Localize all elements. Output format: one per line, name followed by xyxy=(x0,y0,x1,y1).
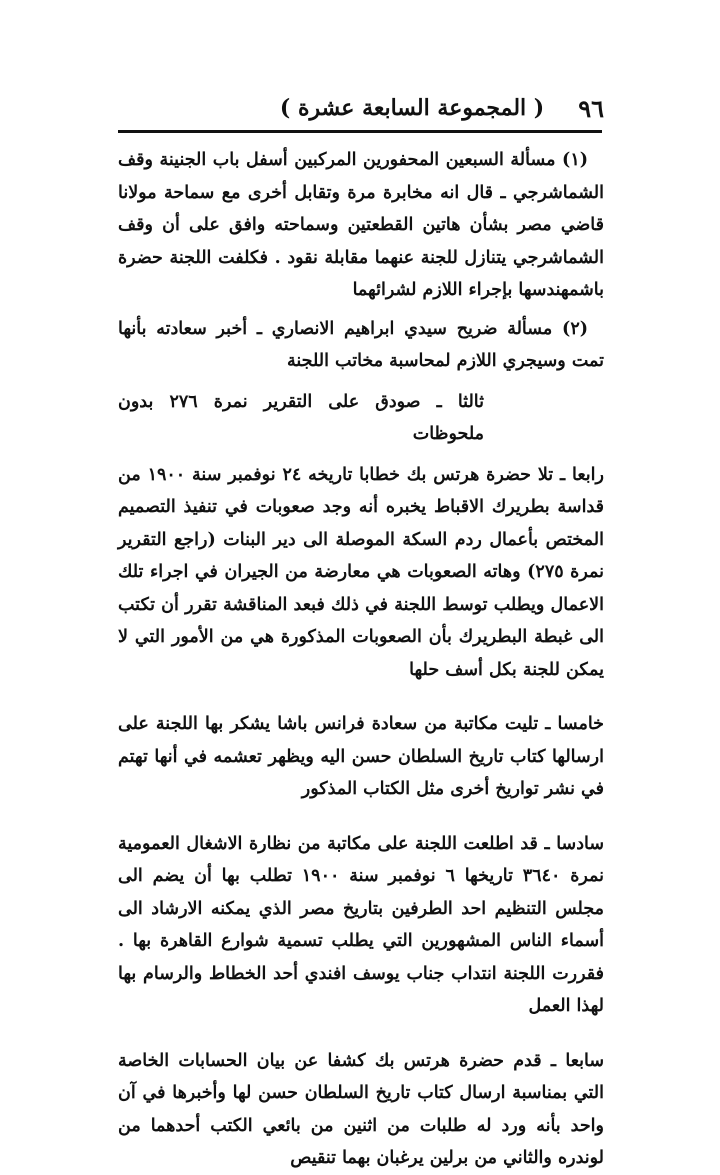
section-fourth: رابعا ـ تلا حضرة هرتس بك خطابا تاريخه ٢٤ نوفمبر سنة ١٩٠٠ من قداسة بطريرك الاقباط يخبره أنه وجد صعوبات في تنفيذ التصميم المختص بأعمال ردم السكة الموصلة الى دير البنات (راجع التقرير نمرة ٢٧٥) وهاته الصعوبات هي معارضة من الجيران في اجراء تلك الاعمال ويطلب توسط اللجنة في ذلك فبعد المناقشة تقرر أن تكتب الى غبطة البطريرك بأن الصعوبات المذكورة هي من الأمور التي لا يمكن للجنة بكل أسف حلها xyxy=(118,464,604,680)
page-header xyxy=(118,88,604,128)
section-fifth: خامسا ـ تليت مكاتبة من سعادة فرانس باشا يشكر بها اللجنة على ارسالها كتاب تاريخ السلطان حسن اليه ويظهر تعشمه في أنها تهتم في نشر تواريخ أخرى مثل الكتاب المذكور xyxy=(118,714,604,799)
section-third: ثالثا ـ صودق على التقرير نمرة ٢٧٦ بدون ملحوظات xyxy=(118,391,484,444)
header-rule xyxy=(118,130,602,133)
section-sixth: سادسا ـ قد اطلعت اللجنة على مكاتبة من نظارة الاشغال العمومية نمرة ٣٦٤٠ تاريخها ٦ نوفمبر سنة ١٩٠٠ تطلب بها أن يضم الى مجلس التنظيم احد الطرفين بتاريخ مصر الذي يمكنه الارشاد الى أسماء الناس المشهورين التي يطلب تسمية شوارع القاهرة بها . فقررت اللجنة انتداب جناب يوسف افندي أحد الخطاط والرسام بها لهذا العمل xyxy=(118,833,605,1016)
running-title: ( المجموعة السابعة عشرة ) xyxy=(279,95,545,121)
section-seventh: سابعا ـ قدم حضرة هرتس بك كشفا عن بيان الحسابات الخاصة التي بمناسبة ارسال كتاب تاريخ السلطان حسن لها وأخبرها في آن واحد بأنه ورد له طلبات من اثنين من بائعي الكتب أحدهما من لوندره والثاني من برلين يرغبان بهما تنقيص xyxy=(118,1050,604,1168)
document-body xyxy=(118,138,604,1175)
page-number: ٩٦ xyxy=(578,93,604,123)
item-paragraph-1: (١) مسألة السبعين المحفورين المركبين أسفل باب الجنينة وقف الشماشرجي ـ قال انه مخابرة مرة وتقابل أخرى مع سماحة مولانا قاضي مصر بشأن هاتين القطعتين وسماحته وافق على أن وقف الشماشرجي يتنازل للجنة عنهما مقابلة نقود . فكلفت اللجنة حضرة باشمهندسها بإجراء اللازم لشرائهما xyxy=(118,150,604,300)
item-paragraph-2: (٢) مسألة ضريح سيدي ابراهيم الانصاري ـ أخبر سعادته بأنها تمت وسيجري اللازم لمحاسبة مخاتب اللجنة xyxy=(118,318,604,371)
